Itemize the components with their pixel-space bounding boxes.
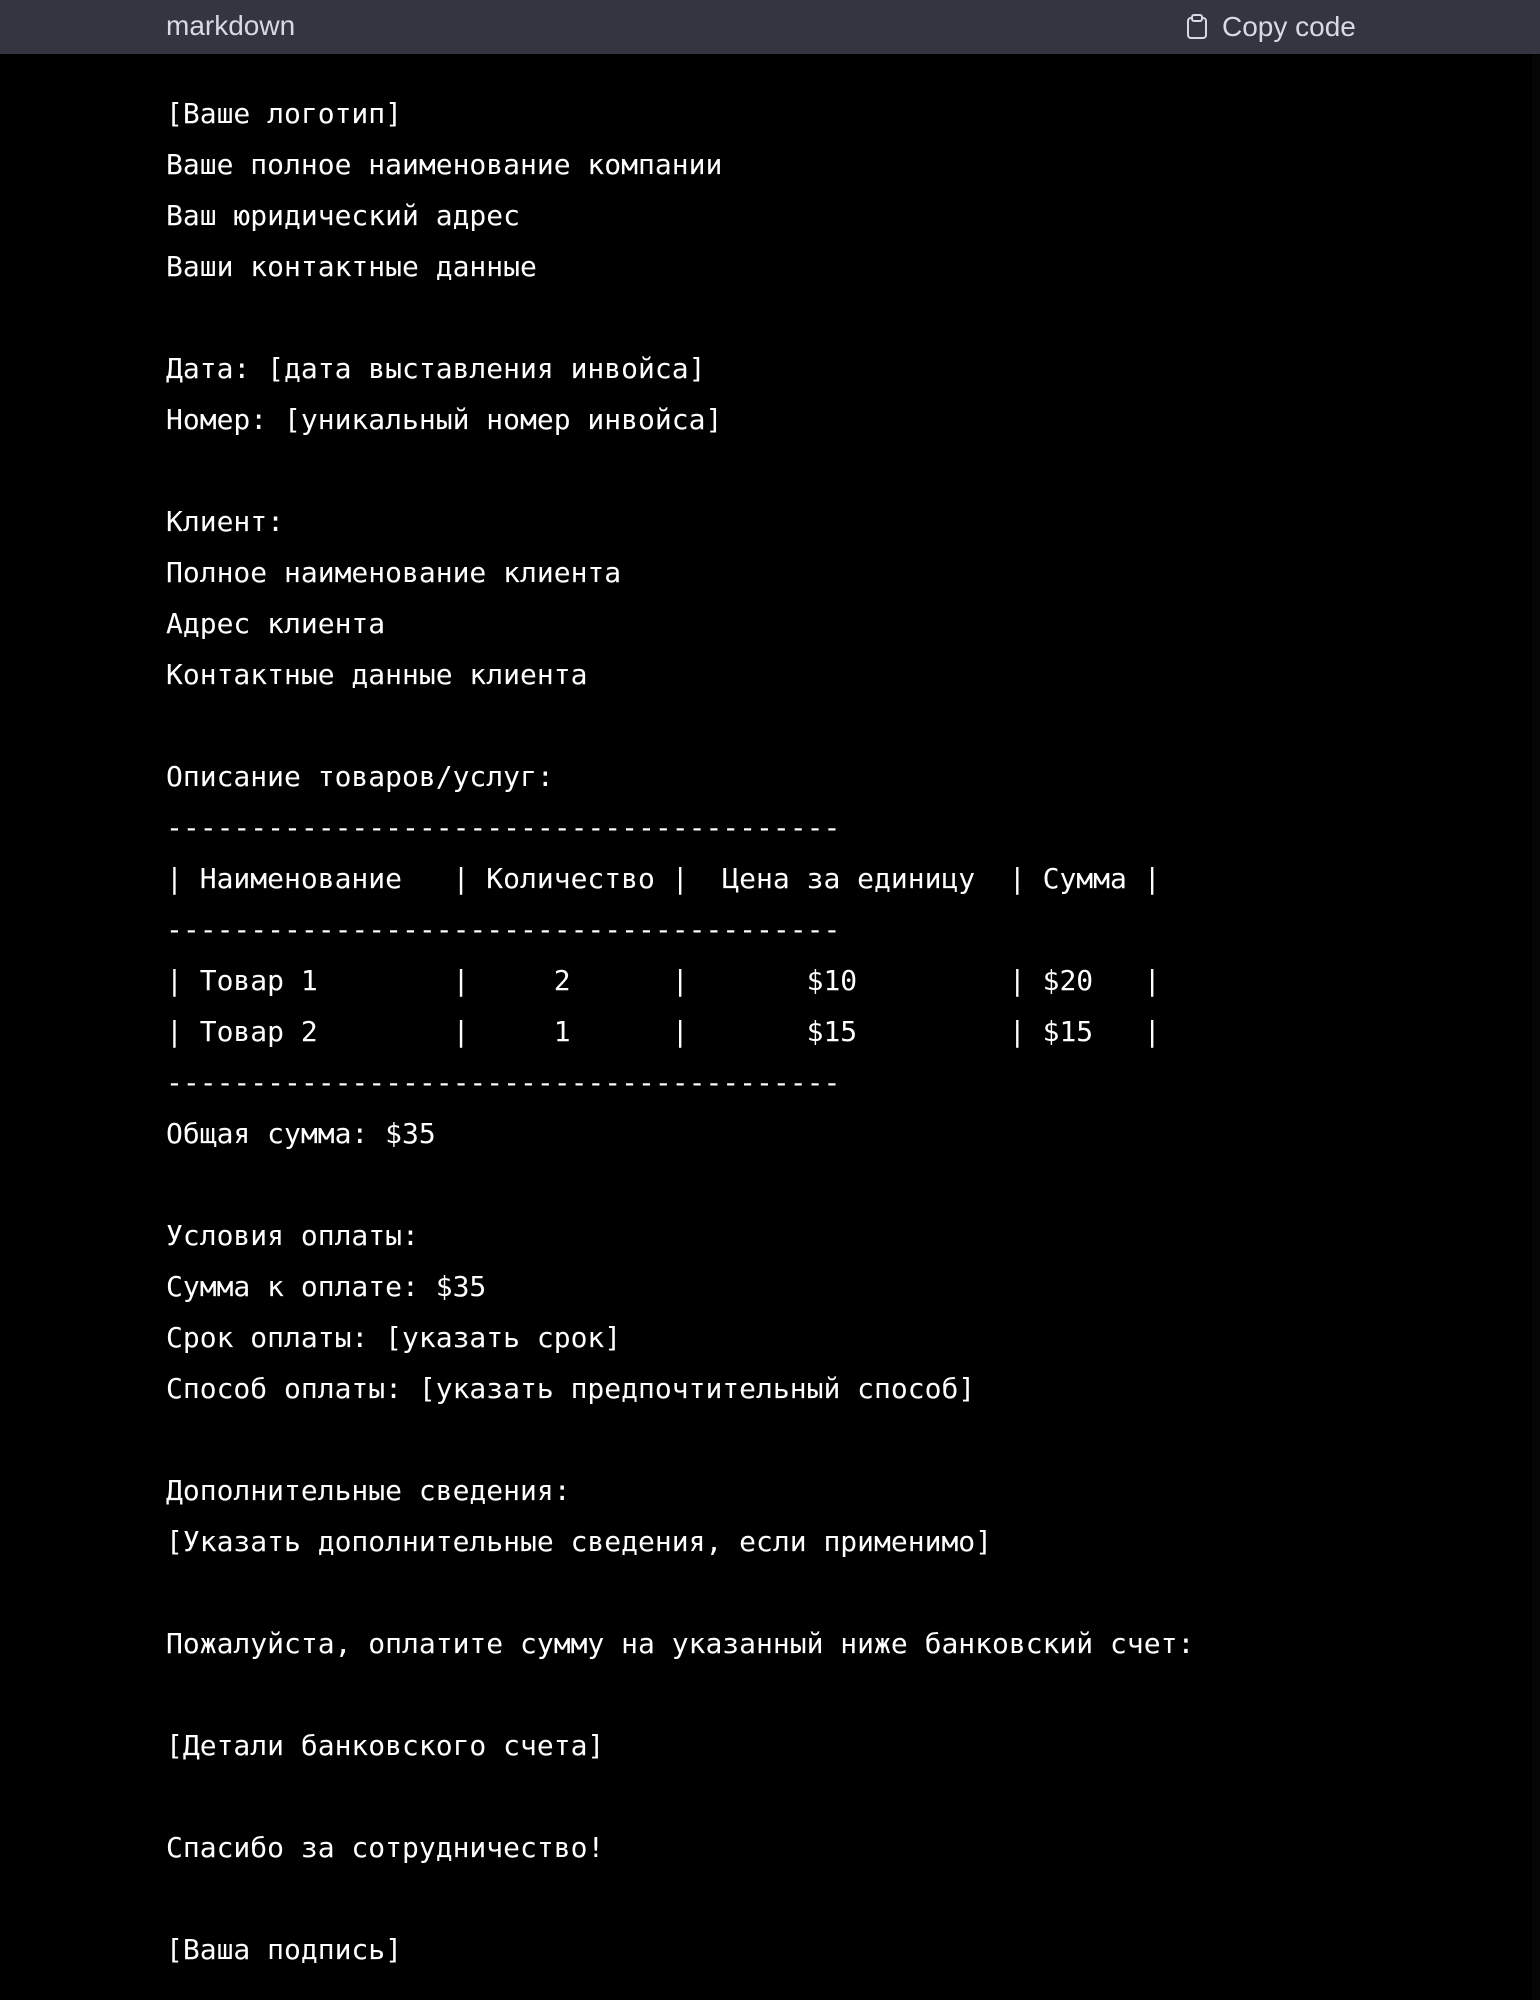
code-line: Номер: [уникальный номер инвойса] [166,403,723,436]
code-line [166,700,1506,751]
code-line: [Ваше логотип] [166,97,403,130]
clipboard-icon [1186,14,1208,40]
code-line: Пожалуйста, оплатите сумму на указанный ниже банковский счет: [166,1627,1195,1660]
code-line [166,1567,1506,1618]
code-line [166,292,1506,343]
code-line: Сумма к оплате: $35 [166,1270,487,1303]
code-line: Условия оплаты: [166,1219,419,1252]
code-line: Срок оплаты: [указать срок] [166,1321,622,1354]
code-line: ---------------------------------------- [166,1066,841,1099]
code-line: Ваш юридический адрес [166,199,521,232]
code-line: [Детали банковского счета] [166,1729,605,1762]
code-line: ---------------------------------------- [166,811,841,844]
code-line: ---------------------------------------- [166,913,841,946]
code-line: Дата: [дата выставления инвойса] [166,352,706,385]
code-line: Описание товаров/услуг: [166,760,554,793]
code-line: | Товар 1 | 2 | $10 | $20 | [166,964,1161,997]
code-line [166,445,1506,496]
code-line [166,1771,1506,1822]
code-line [166,1873,1506,1924]
code-line: | Наименование | Количество | Цена за единицу | Сумма | [166,862,1161,895]
code-language-label: markdown [166,10,296,41]
code-line: [Указать дополнительные сведения, если применимо] [166,1525,993,1558]
code-line [166,1414,1506,1465]
code-line: Общая сумма: $35 [166,1117,436,1150]
code-line: Ваше полное наименование компании [166,148,723,181]
code-line: Ваши контактные данные [166,250,537,283]
code-line: Спасибо за сотрудничество! [166,1831,605,1864]
code-content [166,88,1506,1975]
copy-code-button[interactable] [1186,0,1356,54]
code-line [166,1669,1506,1720]
code-line: | Товар 2 | 1 | $15 | $15 | [166,1015,1161,1048]
code-line: Полное наименование клиента [166,556,622,589]
code-line: Способ оплаты: [указать предпочтительный способ] [166,1372,976,1405]
code-line: [Ваша подпись] [166,1933,403,1966]
scrollbar-track[interactable] [1532,54,1540,2000]
code-line: Контактные данные клиента [166,658,588,691]
code-line: Клиент: [166,505,285,538]
code-line [166,1159,1506,1210]
copy-code-label: Copy code [1222,11,1356,42]
code-line: Дополнительные сведения: [166,1474,571,1507]
code-block-header [0,0,1540,54]
code-line: Адрес клиента [166,607,386,640]
